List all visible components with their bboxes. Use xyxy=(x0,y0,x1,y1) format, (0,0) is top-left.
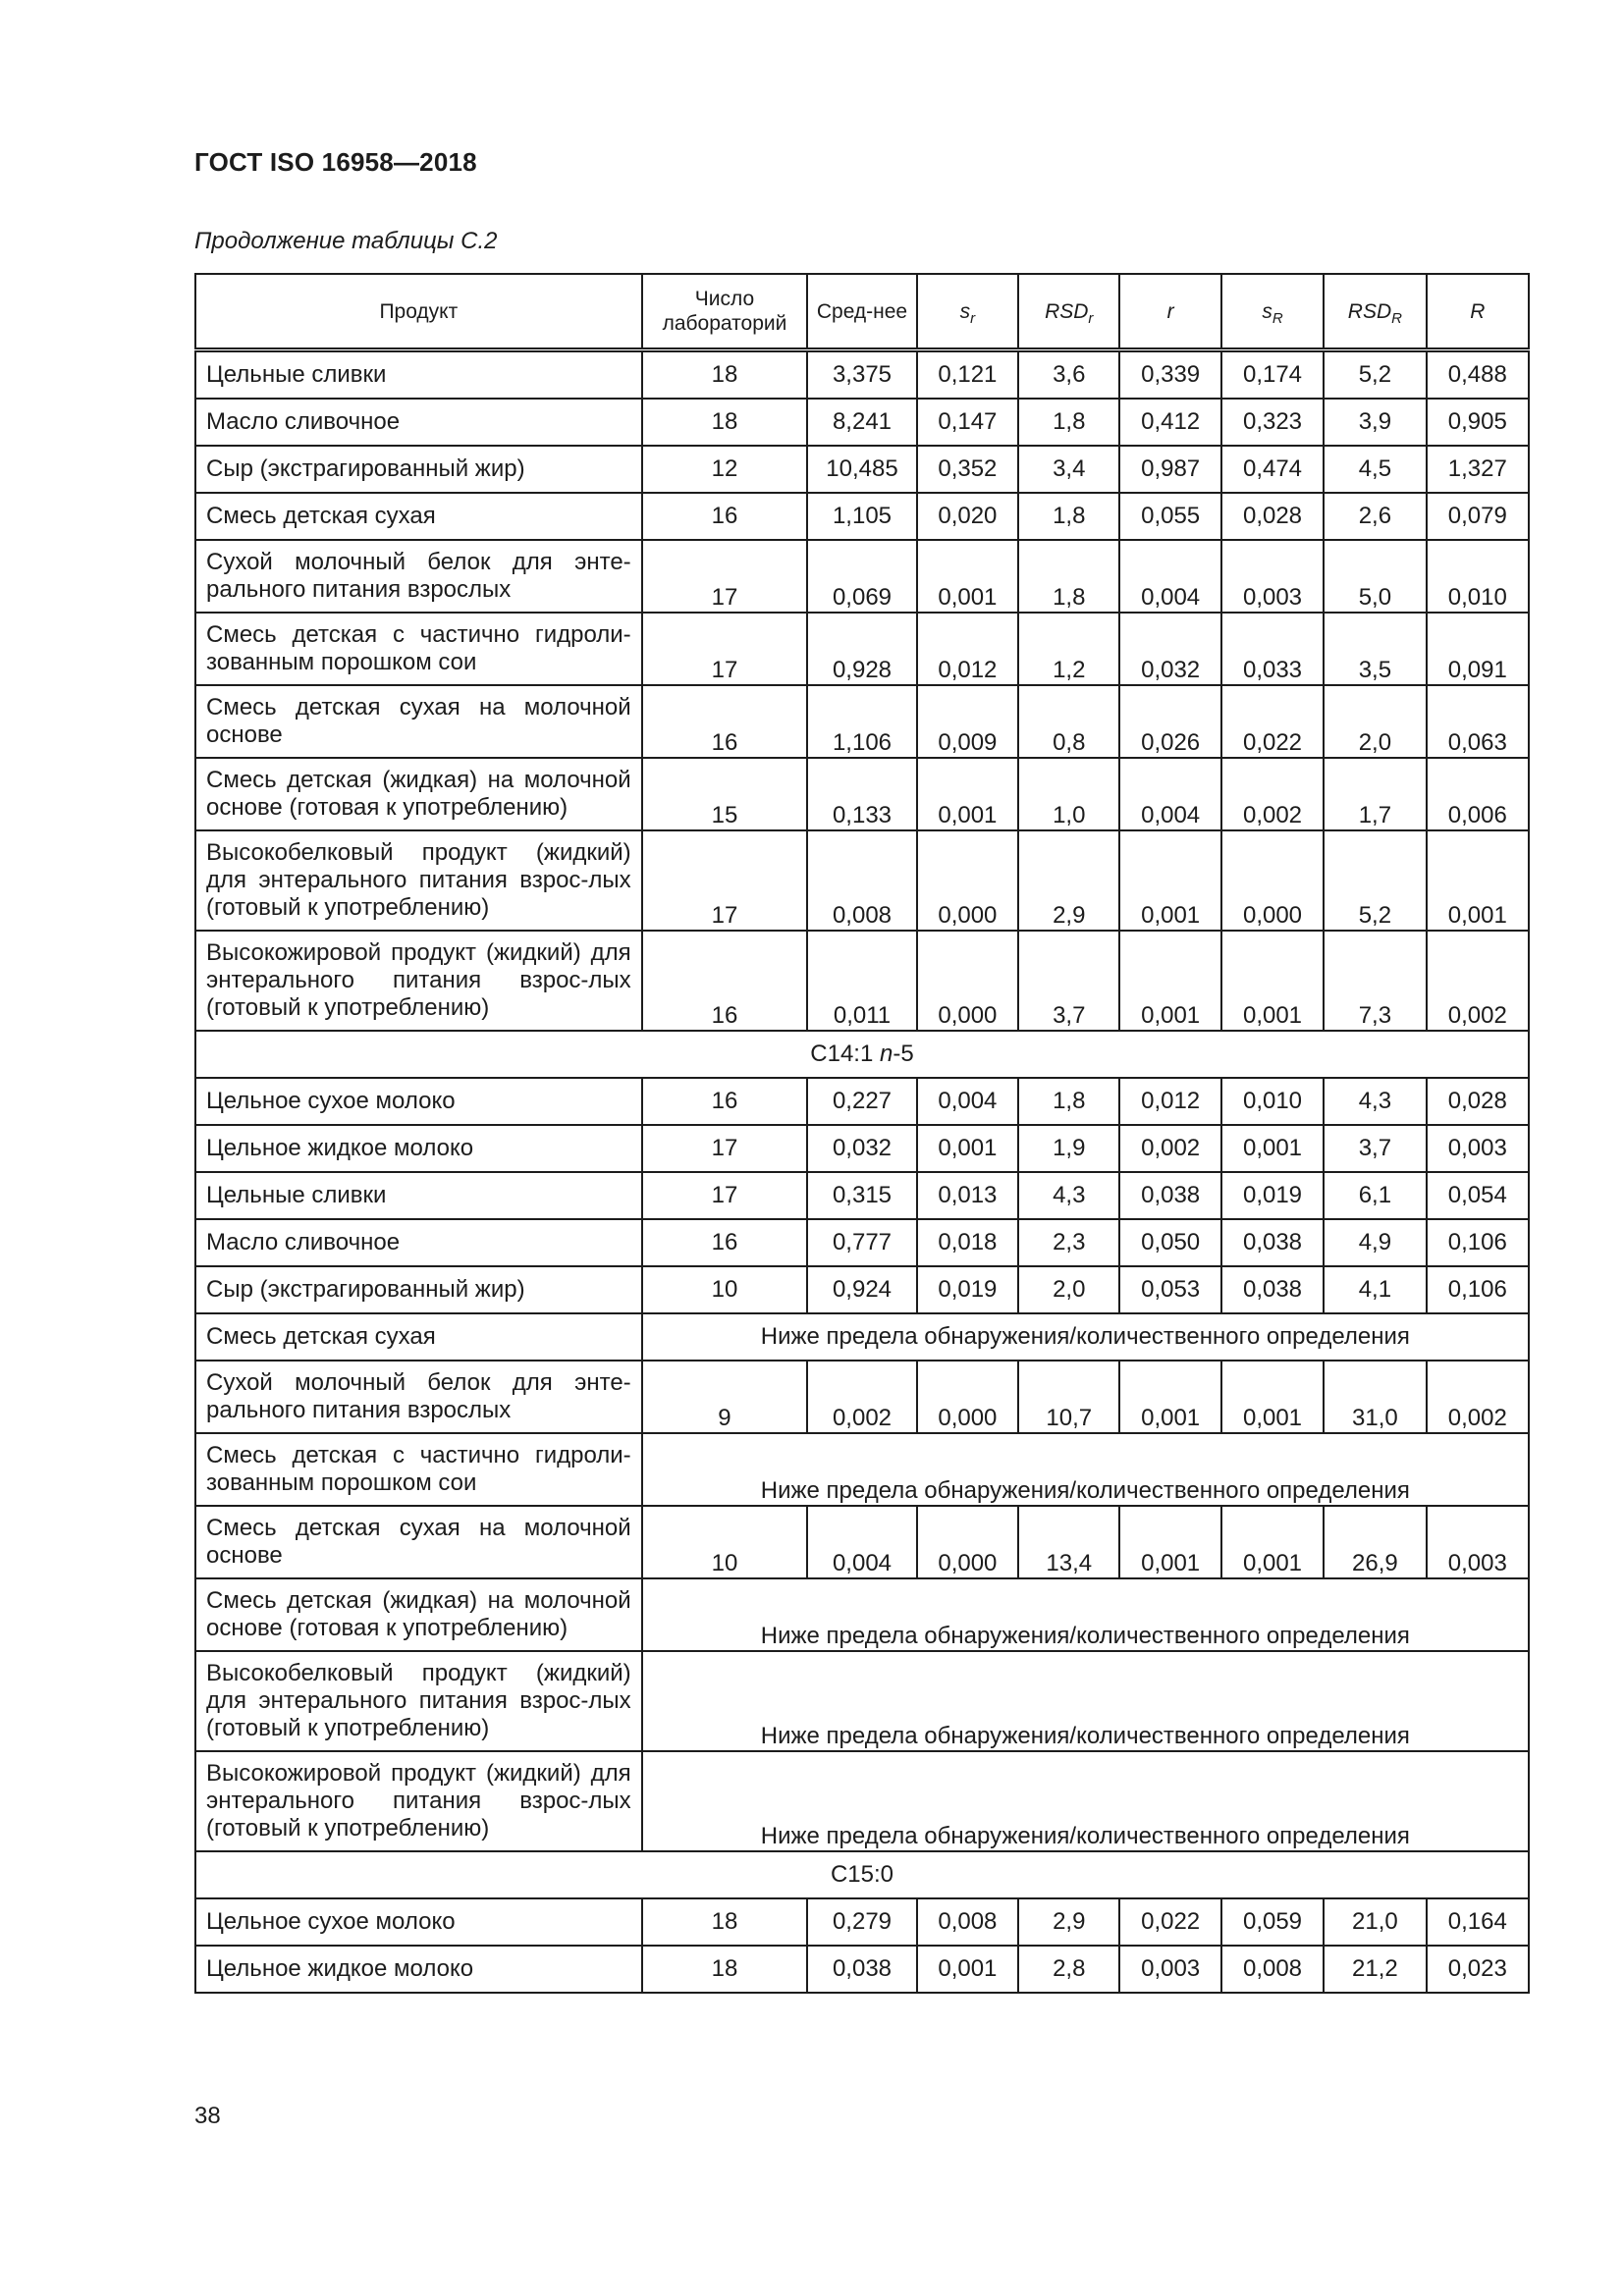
value-cell-labs: 18 xyxy=(642,1898,808,1946)
value-cell-rsdR: 4,1 xyxy=(1324,1266,1426,1313)
value-cell-r: 0,055 xyxy=(1119,493,1220,540)
value-cell-rsdR: 31,0 xyxy=(1324,1361,1426,1433)
below-detection-cell: Ниже предела обнаружения/количественного определения xyxy=(642,1433,1529,1506)
value-cell-labs: 10 xyxy=(642,1266,808,1313)
value-cell-mean: 0,008 xyxy=(807,830,916,931)
product-cell: Смесь детская сухая на молочной основе xyxy=(195,685,642,758)
value-cell-rsdR: 7,3 xyxy=(1324,931,1426,1031)
value-cell-mean: 8,241 xyxy=(807,399,916,446)
section-label-rest: -5 xyxy=(893,1041,914,1067)
value-cell-rsdr: 2,9 xyxy=(1018,1898,1119,1946)
table-row xyxy=(195,1125,1529,1172)
value-cell-sr: 0,008 xyxy=(917,1898,1018,1946)
product-cell: Цельное жидкое молоко xyxy=(195,1125,642,1172)
table-row xyxy=(195,1266,1529,1313)
value-cell-mean: 1,106 xyxy=(807,685,916,758)
product-cell: Смесь детская сухая xyxy=(195,1313,642,1361)
value-cell-sR: 0,010 xyxy=(1221,1078,1324,1125)
table-row xyxy=(195,540,1529,613)
value-cell-R: 0,002 xyxy=(1427,1361,1529,1433)
value-cell-rsdr: 3,7 xyxy=(1018,931,1119,1031)
value-cell-r: 0,001 xyxy=(1119,1361,1220,1433)
value-cell-sr: 0,001 xyxy=(917,540,1018,613)
value-cell-mean: 0,279 xyxy=(807,1898,916,1946)
value-cell-rsdr: 1,9 xyxy=(1018,1125,1119,1172)
product-cell: Масло сливочное xyxy=(195,399,642,446)
value-cell-mean: 0,004 xyxy=(807,1506,916,1578)
document-title: ГОСТ ISO 16958—2018 xyxy=(194,147,477,177)
value-cell-r: 0,026 xyxy=(1119,685,1220,758)
product-cell: Сухой молочный белок для энте-рального питания взрослых xyxy=(195,1361,642,1433)
value-cell-mean: 0,011 xyxy=(807,931,916,1031)
table-row xyxy=(195,685,1529,758)
header-mean: Сред-нее xyxy=(807,274,916,350)
section-row xyxy=(195,1031,1529,1078)
table-row xyxy=(195,1172,1529,1219)
value-cell-sR: 0,003 xyxy=(1221,540,1324,613)
table-row xyxy=(195,1219,1529,1266)
value-cell-rsdR: 2,0 xyxy=(1324,685,1426,758)
value-cell-r: 0,050 xyxy=(1119,1219,1220,1266)
value-cell-labs: 17 xyxy=(642,1125,808,1172)
value-cell-R: 1,327 xyxy=(1427,446,1529,493)
value-cell-mean: 0,133 xyxy=(807,758,916,830)
value-cell-r: 0,003 xyxy=(1119,1946,1220,1993)
value-cell-R: 0,002 xyxy=(1427,931,1529,1031)
value-cell-r: 0,004 xyxy=(1119,540,1220,613)
value-cell-sR: 0,059 xyxy=(1221,1898,1324,1946)
value-cell-sr: 0,000 xyxy=(917,830,1018,931)
table-row xyxy=(195,758,1529,830)
header-sr: $s_r$ xyxy=(917,274,1018,350)
value-cell-labs: 16 xyxy=(642,1219,808,1266)
value-cell-sr: 0,019 xyxy=(917,1266,1018,1313)
page-number: 38 xyxy=(194,2103,221,2129)
product-cell: Смесь детская с частично гидроли-зованным порошком сои xyxy=(195,1433,642,1506)
value-cell-R: 0,488 xyxy=(1427,350,1529,400)
table-row xyxy=(195,1361,1529,1433)
value-cell-R: 0,905 xyxy=(1427,399,1529,446)
table-row xyxy=(195,399,1529,446)
table-row xyxy=(195,931,1529,1031)
table-row xyxy=(195,1946,1529,1993)
value-cell-mean: 3,375 xyxy=(807,350,916,400)
value-cell-sR: 0,019 xyxy=(1221,1172,1324,1219)
section-row xyxy=(195,1851,1529,1898)
value-cell-r: 0,987 xyxy=(1119,446,1220,493)
value-cell-rsdr: 2,8 xyxy=(1018,1946,1119,1993)
value-cell-rsdR: 5,2 xyxy=(1324,830,1426,931)
value-cell-labs: 16 xyxy=(642,685,808,758)
value-cell-labs: 10 xyxy=(642,1506,808,1578)
value-cell-labs: 16 xyxy=(642,931,808,1031)
value-cell-sr: 0,018 xyxy=(917,1219,1018,1266)
value-cell-R: 0,003 xyxy=(1427,1125,1529,1172)
value-cell-labs: 17 xyxy=(642,540,808,613)
value-cell-labs: 18 xyxy=(642,350,808,400)
value-cell-sr: 0,013 xyxy=(917,1172,1018,1219)
value-cell-sr: 0,352 xyxy=(917,446,1018,493)
value-cell-sR: 0,022 xyxy=(1221,685,1324,758)
value-cell-mean: 0,315 xyxy=(807,1172,916,1219)
value-cell-sr: 0,000 xyxy=(917,1506,1018,1578)
value-cell-rsdR: 5,0 xyxy=(1324,540,1426,613)
value-cell-sR: 0,001 xyxy=(1221,931,1324,1031)
value-cell-mean: 10,485 xyxy=(807,446,916,493)
value-cell-sR: 0,038 xyxy=(1221,1266,1324,1313)
value-cell-sR: 0,001 xyxy=(1221,1361,1324,1433)
value-cell-sr: 0,001 xyxy=(917,758,1018,830)
value-cell-R: 0,028 xyxy=(1427,1078,1529,1125)
value-cell-rsdr: 1,2 xyxy=(1018,613,1119,685)
value-cell-sR: 0,323 xyxy=(1221,399,1324,446)
product-cell: Цельные сливки xyxy=(195,1172,642,1219)
value-cell-sr: 0,009 xyxy=(917,685,1018,758)
product-cell: Цельное сухое молоко xyxy=(195,1898,642,1946)
value-cell-r: 0,001 xyxy=(1119,830,1220,931)
value-cell-sR: 0,008 xyxy=(1221,1946,1324,1993)
value-cell-R: 0,079 xyxy=(1427,493,1529,540)
value-cell-rsdR: 2,6 xyxy=(1324,493,1426,540)
value-cell-rsdr: 1,8 xyxy=(1018,1078,1119,1125)
value-cell-labs: 16 xyxy=(642,493,808,540)
section-label xyxy=(195,1031,1529,1078)
table-row xyxy=(195,1898,1529,1946)
value-cell-rsdR: 4,5 xyxy=(1324,446,1426,493)
value-cell-labs: 18 xyxy=(642,1946,808,1993)
section-label-italic: n xyxy=(880,1041,893,1067)
table-row xyxy=(195,350,1529,400)
table-row xyxy=(195,1578,1529,1651)
value-cell-sR: 0,474 xyxy=(1221,446,1324,493)
table-container xyxy=(194,273,1530,1994)
value-cell-rsdR: 5,2 xyxy=(1324,350,1426,400)
value-cell-sr: 0,147 xyxy=(917,399,1018,446)
product-cell: Сыр (экстрагированный жир) xyxy=(195,446,642,493)
value-cell-R: 0,091 xyxy=(1427,613,1529,685)
value-cell-r: 0,053 xyxy=(1119,1266,1220,1313)
product-cell: Смесь детская сухая на молочной основе xyxy=(195,1506,642,1578)
value-cell-R: 0,054 xyxy=(1427,1172,1529,1219)
value-cell-mean: 0,227 xyxy=(807,1078,916,1125)
value-cell-sR: 0,174 xyxy=(1221,350,1324,400)
product-cell: Смесь детская (жидкая) на молочной основе (готовая к употреблению) xyxy=(195,758,642,830)
value-cell-r: 0,339 xyxy=(1119,350,1220,400)
value-cell-rsdR: 3,5 xyxy=(1324,613,1426,685)
product-cell: Смесь детская (жидкая) на молочной основе (готовая к употреблению) xyxy=(195,1578,642,1651)
value-cell-sR: 0,033 xyxy=(1221,613,1324,685)
table-row xyxy=(195,1751,1529,1851)
value-cell-sR: 0,028 xyxy=(1221,493,1324,540)
value-cell-R: 0,023 xyxy=(1427,1946,1529,1993)
value-cell-mean: 0,928 xyxy=(807,613,916,685)
value-cell-R: 0,010 xyxy=(1427,540,1529,613)
value-cell-sR: 0,038 xyxy=(1221,1219,1324,1266)
product-cell: Смесь детская с частично гидроли-зованным порошком сои xyxy=(195,613,642,685)
value-cell-rsdr: 13,4 xyxy=(1018,1506,1119,1578)
value-cell-sr: 0,012 xyxy=(917,613,1018,685)
value-cell-R: 0,003 xyxy=(1427,1506,1529,1578)
value-cell-r: 0,022 xyxy=(1119,1898,1220,1946)
product-cell: Цельные сливки xyxy=(195,350,642,400)
product-cell: Сухой молочный белок для энте-рального питания взрослых xyxy=(195,540,642,613)
value-cell-labs: 9 xyxy=(642,1361,808,1433)
table-row xyxy=(195,830,1529,931)
value-cell-rsdR: 4,9 xyxy=(1324,1219,1426,1266)
value-cell-sr: 0,001 xyxy=(917,1946,1018,1993)
value-cell-labs: 15 xyxy=(642,758,808,830)
value-cell-rsdr: 3,6 xyxy=(1018,350,1119,400)
value-cell-sr: 0,000 xyxy=(917,1361,1018,1433)
value-cell-r: 0,004 xyxy=(1119,758,1220,830)
value-cell-R: 0,164 xyxy=(1427,1898,1529,1946)
product-cell: Высокобелковый продукт (жидкий) для энтерального питания взрос-лых (готовый к употреблению) xyxy=(195,1651,642,1751)
value-cell-r: 0,001 xyxy=(1119,931,1220,1031)
value-cell-rsdR: 26,9 xyxy=(1324,1506,1426,1578)
table-row xyxy=(195,1078,1529,1125)
value-cell-sr: 0,121 xyxy=(917,350,1018,400)
header-R: R xyxy=(1427,274,1529,350)
below-detection-cell: Ниже предела обнаружения/количественного определения xyxy=(642,1751,1529,1851)
value-cell-mean: 0,002 xyxy=(807,1361,916,1433)
value-cell-labs: 17 xyxy=(642,830,808,931)
section-label-text: C15:0 xyxy=(830,1861,894,1888)
value-cell-sr: 0,004 xyxy=(917,1078,1018,1125)
value-cell-rsdr: 4,3 xyxy=(1018,1172,1119,1219)
table-caption: Продолжение таблицы С.2 xyxy=(194,228,498,254)
value-cell-r: 0,002 xyxy=(1119,1125,1220,1172)
product-cell: Цельное сухое молоко xyxy=(195,1078,642,1125)
value-cell-r: 0,038 xyxy=(1119,1172,1220,1219)
value-cell-rsdr: 3,4 xyxy=(1018,446,1119,493)
value-cell-rsdR: 3,7 xyxy=(1324,1125,1426,1172)
product-cell: Высокожировой продукт (жидкий) для энтерального питания взрос-лых (готовый к употреблению) xyxy=(195,1751,642,1851)
value-cell-labs: 12 xyxy=(642,446,808,493)
table-row xyxy=(195,1506,1529,1578)
value-cell-rsdR: 1,7 xyxy=(1324,758,1426,830)
value-cell-mean: 0,777 xyxy=(807,1219,916,1266)
below-detection-cell: Ниже предела обнаружения/количественного определения xyxy=(642,1313,1529,1361)
value-cell-r: 0,001 xyxy=(1119,1506,1220,1578)
table-row xyxy=(195,1651,1529,1751)
value-cell-rsdR: 6,1 xyxy=(1324,1172,1426,1219)
value-cell-mean: 0,069 xyxy=(807,540,916,613)
header-labs: Число лабораторий xyxy=(642,274,808,350)
value-cell-sR: 0,002 xyxy=(1221,758,1324,830)
value-cell-rsdr: 0,8 xyxy=(1018,685,1119,758)
value-cell-rsdr: 1,8 xyxy=(1018,540,1119,613)
product-cell: Высокожировой продукт (жидкий) для энтерального питания взрос-лых (готовый к употреблению) xyxy=(195,931,642,1031)
value-cell-labs: 16 xyxy=(642,1078,808,1125)
value-cell-mean: 0,038 xyxy=(807,1946,916,1993)
value-cell-rsdR: 21,0 xyxy=(1324,1898,1426,1946)
value-cell-R: 0,001 xyxy=(1427,830,1529,931)
product-cell: Высокобелковый продукт (жидкий) для энтерального питания взрос-лых (готовый к употреблению) xyxy=(195,830,642,931)
value-cell-R: 0,006 xyxy=(1427,758,1529,830)
value-cell-rsdr: 1,0 xyxy=(1018,758,1119,830)
value-cell-sR: 0,001 xyxy=(1221,1506,1324,1578)
value-cell-rsdr: 10,7 xyxy=(1018,1361,1119,1433)
value-cell-rsdr: 1,8 xyxy=(1018,399,1119,446)
value-cell-r: 0,032 xyxy=(1119,613,1220,685)
value-cell-rsdR: 4,3 xyxy=(1324,1078,1426,1125)
results-table xyxy=(194,273,1530,1994)
value-cell-sR: 0,001 xyxy=(1221,1125,1324,1172)
product-cell: Цельное жидкое молоко xyxy=(195,1946,642,1993)
section-label xyxy=(195,1851,1529,1898)
value-cell-r: 0,412 xyxy=(1119,399,1220,446)
header-rsdR: $RSD_R$ xyxy=(1324,274,1426,350)
value-cell-labs: 17 xyxy=(642,613,808,685)
table-row xyxy=(195,446,1529,493)
table-row xyxy=(195,613,1529,685)
value-cell-rsdr: 2,9 xyxy=(1018,830,1119,931)
below-detection-cell: Ниже предела обнаружения/количественного определения xyxy=(642,1578,1529,1651)
table-row xyxy=(195,1313,1529,1361)
value-cell-sr: 0,001 xyxy=(917,1125,1018,1172)
value-cell-rsdR: 3,9 xyxy=(1324,399,1426,446)
value-cell-mean: 0,032 xyxy=(807,1125,916,1172)
section-label-text: C14:1 xyxy=(810,1041,880,1067)
value-cell-R: 0,063 xyxy=(1427,685,1529,758)
value-cell-mean: 1,105 xyxy=(807,493,916,540)
value-cell-R: 0,106 xyxy=(1427,1219,1529,1266)
header-sR: $s_R$ xyxy=(1221,274,1324,350)
header-product: Продукт xyxy=(195,274,642,350)
product-cell: Смесь детская сухая xyxy=(195,493,642,540)
value-cell-rsdR: 21,2 xyxy=(1324,1946,1426,1993)
value-cell-sr: 0,020 xyxy=(917,493,1018,540)
value-cell-mean: 0,924 xyxy=(807,1266,916,1313)
header-rsdr: $RSD_r$ xyxy=(1018,274,1119,350)
value-cell-sR: 0,000 xyxy=(1221,830,1324,931)
table-header-row xyxy=(195,274,1529,350)
below-detection-cell: Ниже предела обнаружения/количественного определения xyxy=(642,1651,1529,1751)
value-cell-rsdr: 2,3 xyxy=(1018,1219,1119,1266)
value-cell-R: 0,106 xyxy=(1427,1266,1529,1313)
value-cell-labs: 18 xyxy=(642,399,808,446)
value-cell-rsdr: 1,8 xyxy=(1018,493,1119,540)
value-cell-sr: 0,000 xyxy=(917,931,1018,1031)
value-cell-labs: 17 xyxy=(642,1172,808,1219)
table-row xyxy=(195,1433,1529,1506)
value-cell-rsdr: 2,0 xyxy=(1018,1266,1119,1313)
product-cell: Масло сливочное xyxy=(195,1219,642,1266)
table-row xyxy=(195,493,1529,540)
header-r: r xyxy=(1119,274,1220,350)
value-cell-r: 0,012 xyxy=(1119,1078,1220,1125)
product-cell: Сыр (экстрагированный жир) xyxy=(195,1266,642,1313)
